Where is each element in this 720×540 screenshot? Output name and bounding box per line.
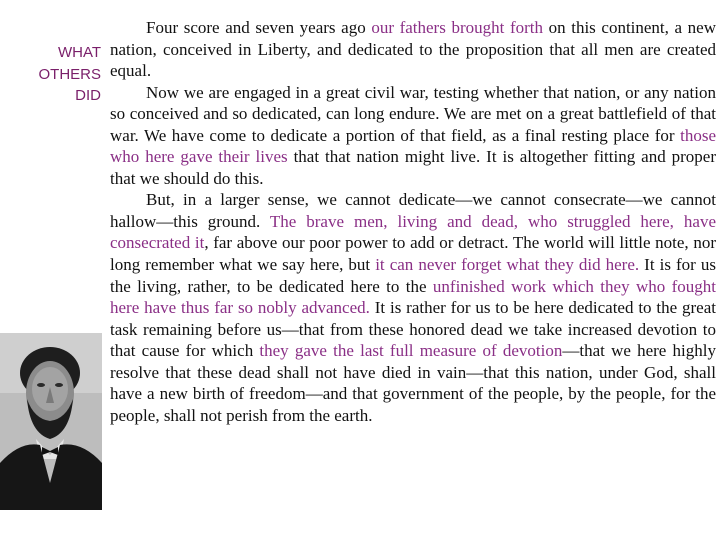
text-run: Now we are engaged in a great civil war, testing whether that nation, or any nation so conceived and so dedicated, can long endure. We are met on a great battlefield of that war. We have come to dedicate a portion of that field, as a final resting place for bbox=[110, 82, 716, 145]
highlighted-phrase: unfinished work which they who fought here have thus far so nobly advanced. bbox=[110, 276, 716, 318]
text-run: that that nation might live. It is altogether fitting and proper that we should do this. bbox=[110, 147, 716, 188]
label-line-others: OTHERS bbox=[38, 65, 101, 83]
text-run: on this continent, a new nation, conceived in Liberty, and dedicated to the proposition that all men are created equal. bbox=[110, 18, 716, 81]
highlighted-phrase: The brave men, living and dead, who struggled here, have consecrated it bbox=[110, 211, 716, 253]
label-line-what: WHAT bbox=[57, 44, 101, 61]
text-run: , far above our poor power to add or detract. The world will little note, nor long remember what we say here, but bbox=[110, 233, 716, 275]
gettysburg-address-text bbox=[110, 17, 716, 426]
paragraph-2 bbox=[110, 82, 716, 190]
section-label bbox=[0, 42, 101, 107]
highlighted-phrase: those who here gave their lives bbox=[110, 125, 716, 167]
text-run: It is rather for us to be here dedicated to the great task remaining before us—that from these honored dead we take increased devotion to that cause for which bbox=[110, 298, 716, 361]
text-run: But, in a larger sense, we cannot dedicate—we cannot consecrate—we cannot hallow—this ground. bbox=[110, 190, 716, 231]
highlighted-phrase: they gave the last full measure of devotion bbox=[259, 341, 563, 361]
lincoln-portrait bbox=[0, 333, 102, 510]
highlighted-phrase: our fathers brought forth bbox=[371, 18, 543, 37]
text-run: Four score and seven years ago bbox=[146, 18, 372, 37]
paragraph-3 bbox=[110, 189, 716, 426]
text-run: —that we here highly resolve that these dead shall not have died in vain—that this nation, under God, shall have a new birth of freedom—and that government of the people, by the people, for the people, shall not perish from the earth. bbox=[110, 341, 716, 425]
text-run: It is for us the living, rather, to be dedicated here to the bbox=[110, 255, 716, 296]
label-line-did: DID bbox=[75, 87, 101, 104]
paragraph-1 bbox=[110, 17, 716, 82]
highlighted-phrase: it can never forget what they did here. bbox=[375, 255, 640, 275]
